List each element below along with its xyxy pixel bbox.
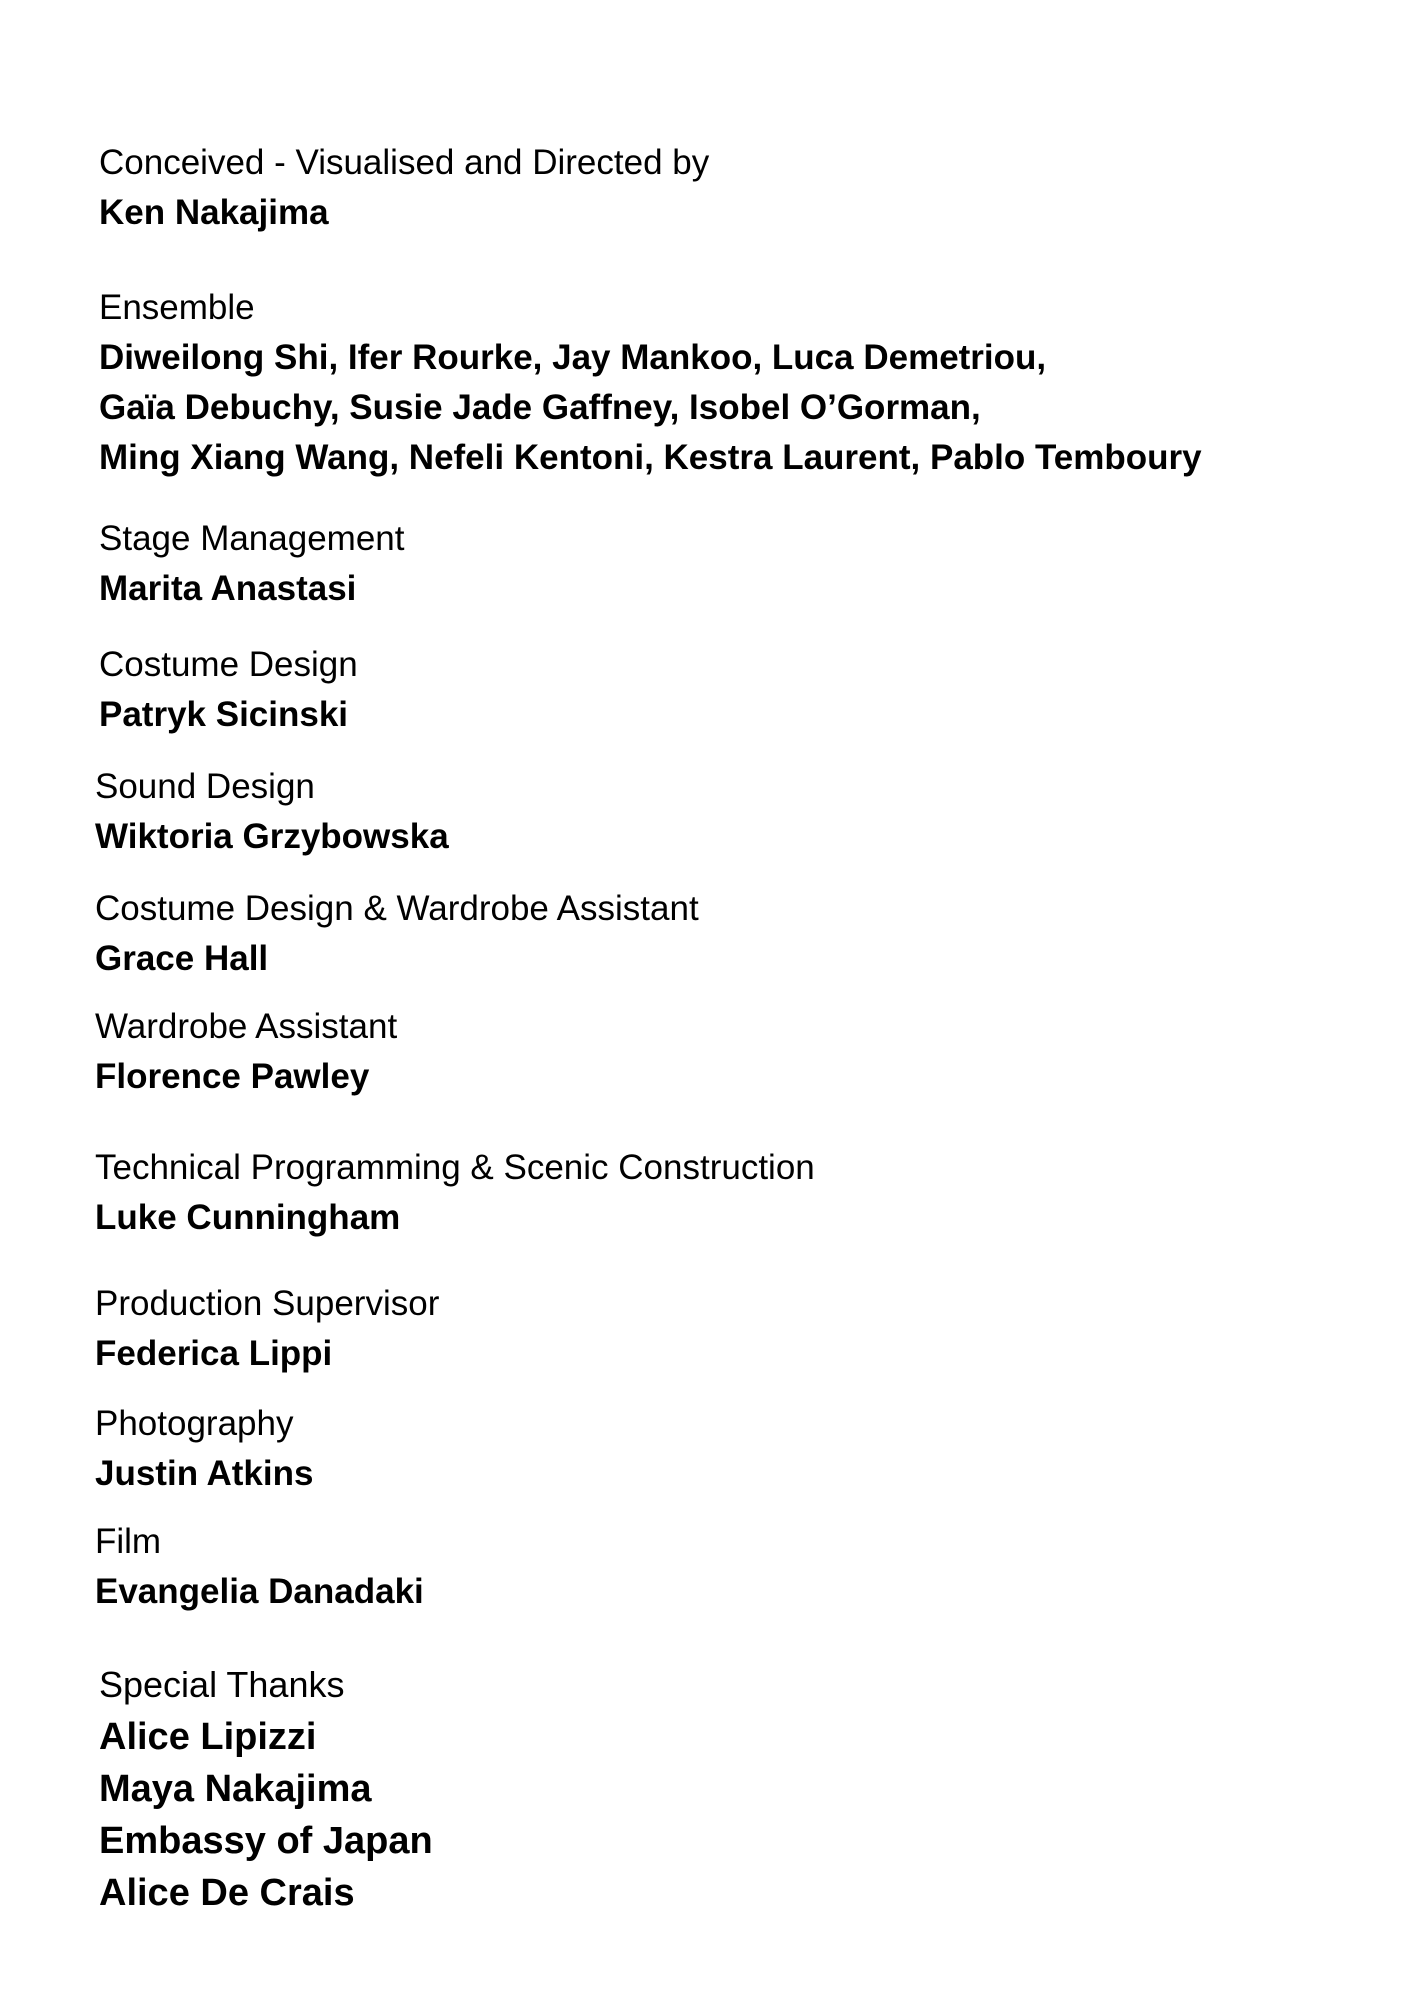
name-line: Federica Lippi	[95, 1334, 333, 1373]
name-line: Evangelia Danadaki	[95, 1572, 424, 1611]
role-label: Special Thanks	[99, 1664, 345, 1705]
credit-costume-design	[99, 640, 358, 740]
credit-technical	[95, 1143, 815, 1243]
name-line: Alice Lipizzi	[99, 1716, 317, 1758]
role-label: Ensemble	[99, 288, 255, 327]
role-label: Wardrobe Assistant	[95, 1007, 398, 1046]
role-label: Costume Design	[99, 645, 358, 684]
role-label: Stage Management	[99, 519, 405, 558]
name-line: Diweilong Shi, Ifer Rourke, Jay Mankoo, Luca Demetriou,	[99, 338, 1047, 377]
credit-ensemble	[99, 283, 1202, 483]
credit-production-supervisor	[95, 1279, 439, 1379]
name-line: Ken Nakajima	[99, 193, 329, 232]
name-line: Alice De Crais	[99, 1872, 355, 1914]
name-line: Embassy of Japan	[99, 1820, 433, 1862]
name-line: Maya Nakajima	[99, 1768, 372, 1810]
name-line: Ming Xiang Wang, Nefeli Kentoni, Kestra Laurent, Pablo Temboury	[99, 438, 1202, 477]
credit-director	[99, 138, 709, 238]
name-line: Grace Hall	[95, 939, 269, 978]
credit-sound-design	[95, 762, 449, 862]
credit-film	[95, 1517, 424, 1617]
role-label: Costume Design & Wardrobe Assistant	[95, 889, 699, 928]
name-line: Luke Cunningham	[95, 1198, 401, 1237]
name-line: Patryk Sicinski	[99, 695, 349, 734]
role-label: Technical Programming & Scenic Construction	[95, 1148, 815, 1187]
credit-wardrobe-assistant	[95, 1002, 397, 1102]
name-line: Florence Pawley	[95, 1057, 370, 1096]
role-label: Sound Design	[95, 767, 315, 806]
name-line: Marita Anastasi	[99, 569, 357, 608]
name-line: Justin Atkins	[95, 1454, 314, 1493]
credit-stage-management	[99, 514, 404, 614]
credit-photography	[95, 1399, 313, 1499]
role-label: Conceived - Visualised and Directed by	[99, 143, 710, 182]
role-label: Film	[95, 1522, 162, 1561]
credit-special-thanks	[99, 1659, 433, 1919]
role-label: Photography	[95, 1404, 294, 1443]
name-line: Wiktoria Grzybowska	[95, 817, 449, 856]
name-line: Gaïa Debuchy, Susie Jade Gaffney, Isobel O’Gorman,	[99, 388, 981, 427]
role-label: Production Supervisor	[95, 1284, 440, 1323]
credit-costume-wardrobe	[95, 884, 699, 984]
